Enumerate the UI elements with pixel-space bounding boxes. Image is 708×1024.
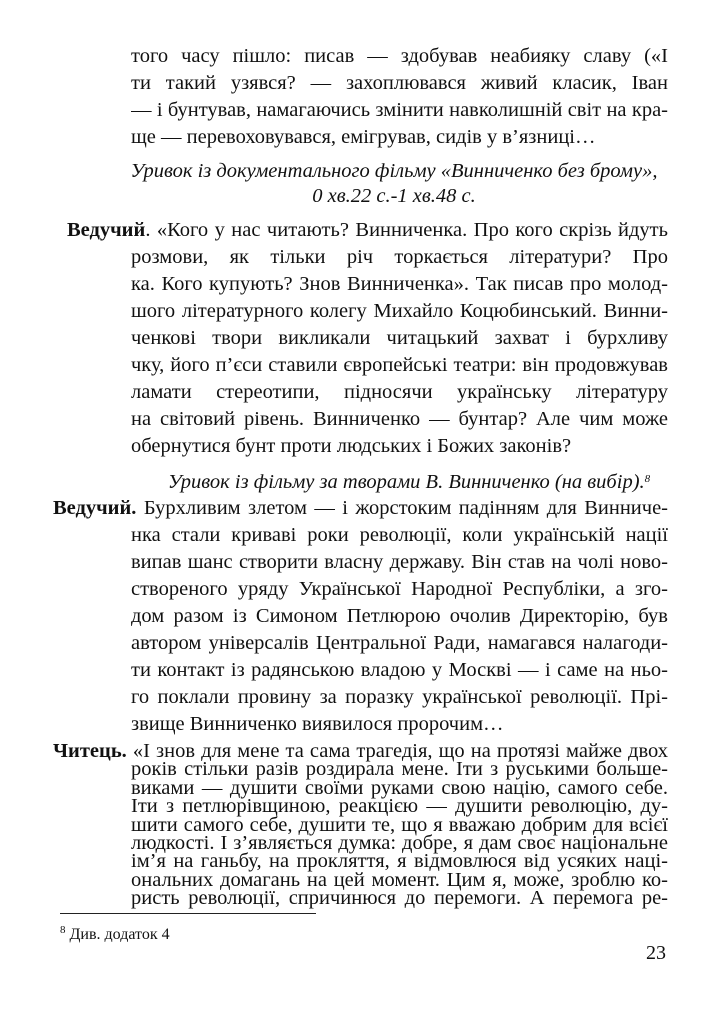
video-caption-timecode: 0 хв.22 с.-1 хв.48 с. [312, 185, 476, 207]
footnote-number: 8 [60, 924, 66, 936]
paragraph-line: ламати стереотипи, підносячи українську літературу [131, 381, 668, 403]
intro-line: ще — перевоховувався, емігрував, сидів у в’язниці… [131, 126, 596, 148]
paragraph-line: нка стали криваві роки революції, коли українській нації [131, 524, 668, 546]
paragraph-line: створеного уряду Української Народної Республіки, а зго- [131, 578, 668, 600]
paragraph-line: на світовий рівень. Винниченко — бунтар? Але чим може [131, 408, 668, 430]
paragraph-line: ка. Кого купують? Знов Винниченка». Так писав про молод- [131, 273, 668, 295]
paragraph-line: автором універсалів Центральної Ради, намагався налагоди- [131, 632, 668, 654]
paragraph-line: Іти з петлюрівщиною, реакцією — душити революцію, ду- [131, 795, 668, 818]
paragraph-line: дом разом із Симоном Петлюрою очолив Директорію, був [131, 605, 668, 627]
paragraph-first-line: Читець. «І знов для мене та сама трагедія, що на протязі майже двох [53, 740, 668, 762]
paragraph-line: ченкові твори викликали читацький захват і бурхливу [131, 327, 668, 349]
footnote: $^8$ Див. додаток 4 [60, 924, 170, 943]
footnote-divider [60, 913, 316, 914]
paragraph-line: шого літературного колегу Михайло Коцюбинський. Винни- [131, 300, 668, 322]
paragraph-line: ональних домагань на цей момент. Цим я, може, зроблю ко- [131, 868, 668, 891]
paragraph-first-line: Ведучий. «Кого у нас читають? Винниченка. Про кого скрізь йдуть [67, 219, 668, 241]
film-caption: Уривок із фільму за творами В. Винниченко (на вибір).$^8$ [167, 471, 651, 493]
intro-line: — і бунтував, намагаючись змінити навколишній світ на кра- [131, 99, 668, 121]
video-caption: Уривок із документального фільму «Винниченко без брому», [130, 160, 658, 182]
paragraph-first-line: Ведучий. Бурхливим злетом — і жорстоким падінням для Винниче- [53, 497, 668, 519]
page-number: 23 [646, 942, 666, 964]
paragraph-line: звище Винниченко виявилося пророчим… [131, 713, 504, 735]
intro-line: того часу пішло: писав — здобував неабияку славу («І [131, 45, 668, 67]
paragraph-line: обернутися бунт проти людських і Божих законів? [131, 435, 572, 457]
paragraph-line: ристь революції, спричинюся до перемоги. А перемога ре- [131, 887, 668, 909]
speaker-label: Ведучий [67, 219, 146, 241]
paragraph-line: випав шанс створити власну державу. Він став на чолі ново- [131, 551, 668, 573]
paragraph-line: розмови, як тільки річ торкається літератури? Про [131, 246, 668, 268]
speaker-label: Ведучий. [53, 497, 137, 519]
paragraph-line: років стільки разів роздирала мене. Іти з руськими больше- [131, 758, 668, 781]
paragraph-line: ти контакт із радянською владою у Москві — і саме на ньо- [131, 659, 668, 681]
speaker-label: Читець. [53, 740, 127, 762]
paragraph-line: виками — душити своїми руками свою націю, самого себе. [131, 776, 668, 799]
paragraph-line: шити самого себе, душити те, що я вважаю добрим для всієї [131, 813, 668, 836]
footnote-reference: 8 [644, 473, 651, 485]
paragraph-line: ім’я на ганьбу, на прокляття, я відмовлюся від усяких наці- [131, 850, 668, 873]
paragraph-line: людкості. І з’являється думка: добре, я дам своє національне [131, 831, 668, 854]
paragraph-line: го поклали провину за поразку української революції. Прі- [131, 686, 668, 708]
paragraph-line: чку, його п’єси ставили європейські театри: він продовжував [131, 354, 668, 376]
intro-line: ти такий узявся? — захоплювався живий класик, Іван [131, 72, 668, 94]
